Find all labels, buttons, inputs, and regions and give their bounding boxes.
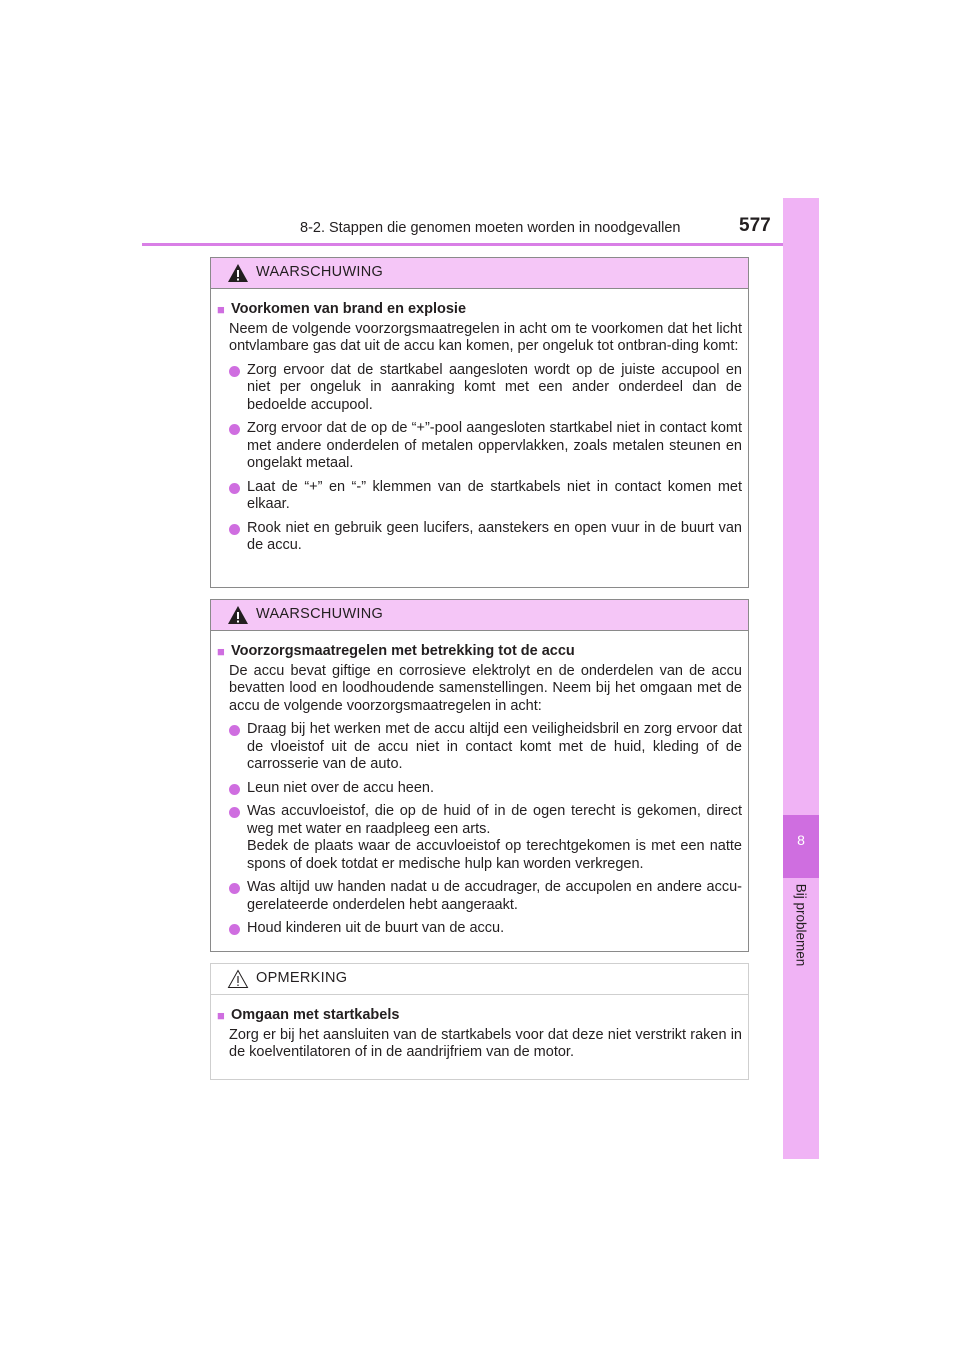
- list-item: Zorg ervoor dat de op de “+”-pool aangesloten startkabel niet in contact komt met andere onderdelen of metalen oppervlakken, zoals metalen steunen en ongelakt metaal.: [229, 420, 742, 473]
- note-title: OPMERKING: [256, 970, 348, 986]
- warning-triangle-icon: [227, 605, 249, 625]
- list-item: Draag bij het werken met de accu altijd een veiligheidsbril en zorg ervoor dat de vloeistof uit de accu niet in contact komt met de huid, kleding of de carrosserie van de auto.: [229, 721, 742, 774]
- list-item: Rook niet en gebruik geen lucifers, aanstekers en open vuur in de buurt van de accu.: [229, 520, 742, 555]
- section-heading: [217, 1007, 742, 1025]
- square-bullet-icon: ■: [217, 302, 225, 317]
- warning-title: WAARSCHUWING: [256, 606, 384, 622]
- bullet-dot-icon: [229, 524, 240, 535]
- list-item-extra-text: Bedek de plaats waar de accuvloeistof op terechtgekomen is met een natte spons of doek totdat er medische hulp kan worden verkregen.: [247, 838, 742, 872]
- section-heading-text: Omgaan met startkabels: [231, 1007, 400, 1023]
- list-item: [229, 803, 742, 873]
- list-item: Leun niet over de accu heen.: [229, 780, 742, 798]
- bullet-dot-icon: [229, 883, 240, 894]
- bullet-dot-icon: [229, 924, 240, 935]
- chapter-label: Bij problemen: [793, 883, 809, 967]
- bullet-list: [217, 362, 742, 555]
- section-heading-text: Voorkomen van brand en explosie: [231, 301, 467, 317]
- caution-triangle-icon: [227, 969, 249, 989]
- intro-paragraph: De accu bevat giftige en corrosieve elektrolyt en de onderdelen van de accu bevatten lood en loodhoudende samenstellingen. Neem bij het omgaan met de accu de volgende voorzorgsmaatregelen in acht:: [229, 662, 742, 714]
- square-bullet-icon: ■: [217, 1008, 225, 1023]
- warning-box-battery: [210, 599, 749, 952]
- bullet-dot-icon: [229, 784, 240, 795]
- bullet-dot-icon: [229, 366, 240, 377]
- section-heading: [217, 643, 742, 661]
- square-bullet-icon: ■: [217, 644, 225, 659]
- side-thumb-tab: [783, 198, 819, 1159]
- warning-box-header: [211, 258, 748, 289]
- warning-title: WAARSCHUWING: [256, 264, 384, 280]
- warning-body: [211, 289, 748, 571]
- page-number: 577: [739, 215, 771, 236]
- bullet-dot-icon: [229, 424, 240, 435]
- note-box-header: [211, 964, 748, 995]
- list-item: Houd kinderen uit de buurt van de accu.: [229, 920, 742, 938]
- running-header: 8-2. Stappen die genomen moeten worden in noodgevallen: [300, 220, 681, 236]
- bullet-dot-icon: [229, 483, 240, 494]
- section-heading-text: Voorzorgsmaatregelen met betrekking tot de accu: [231, 643, 575, 659]
- warning-triangle-icon: [227, 263, 249, 283]
- list-item: Zorg ervoor dat de startkabel aangesloten wordt op de juiste accupool en niet per ongeluk in aanraking komt met een ander onderdeel dan de bedoelde accupool.: [229, 362, 742, 415]
- bullet-dot-icon: [229, 725, 240, 736]
- list-item: Was altijd uw handen nadat u de accudrager, de accupolen en andere accu-gerelateerde onderdelen hebt aangeraakt.: [229, 879, 742, 914]
- bullet-list: [217, 721, 742, 938]
- note-body: [211, 995, 748, 1072]
- note-box-jumper-cables: [210, 963, 749, 1080]
- warning-box-fire: [210, 257, 749, 588]
- list-item: Laat de “+” en “-” klemmen van de startkabels niet in contact komen met elkaar.: [229, 479, 742, 514]
- section-heading: [217, 301, 742, 319]
- chapter-number: 8: [797, 832, 805, 848]
- list-item-text: Was accuvloeistof, die op de huid of in de ogen terecht is gekomen, direct weg met water en raadpleeg een arts.: [247, 803, 742, 837]
- header-rule: [142, 243, 819, 246]
- intro-paragraph: Neem de volgende voorzorgsmaatregelen in acht om te voorkomen dat het licht ontvlambare gas dat uit de accu kan komen, per ongeluk tot ontbran-ding komt:: [229, 320, 742, 354]
- intro-paragraph: Zorg er bij het aansluiten van de startkabels voor dat deze niet verstrikt raken in de koelventilatoren of in de aandrijfriem van de motor.: [229, 1026, 742, 1060]
- warning-body: [211, 631, 748, 954]
- bullet-dot-icon: [229, 807, 240, 818]
- warning-box-header: [211, 600, 748, 631]
